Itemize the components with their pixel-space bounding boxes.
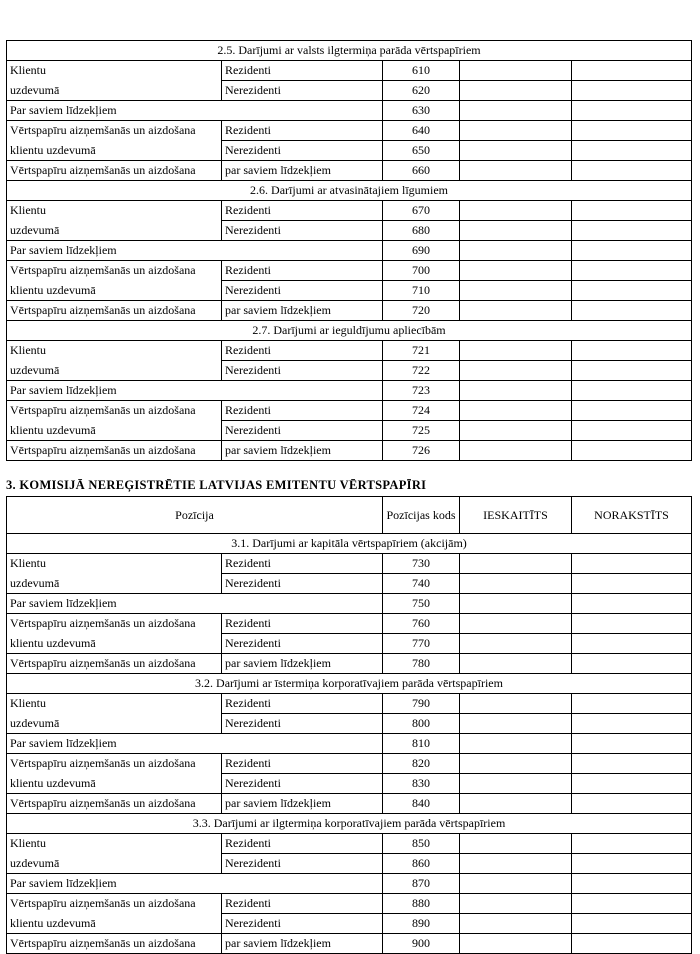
column-header-credited: IESKAITĪTS bbox=[460, 497, 572, 534]
table-row bbox=[7, 401, 692, 421]
table-row bbox=[7, 834, 692, 854]
position-sublabel: Nerezidenti bbox=[222, 774, 383, 794]
debited-cell-650[interactable] bbox=[572, 141, 692, 161]
debited-cell-830[interactable] bbox=[572, 774, 692, 794]
position-sublabel: par saviem līdzekļiem bbox=[222, 794, 383, 814]
position-label: Par saviem līdzekļiem bbox=[7, 734, 383, 754]
position-label: uzdevumā bbox=[7, 854, 222, 874]
position-label: Vērtspapīru aizņemšanās un aizdošana bbox=[7, 261, 222, 281]
debited-cell-726[interactable] bbox=[572, 441, 692, 461]
section-title-row bbox=[7, 674, 692, 694]
position-code: 880 bbox=[383, 894, 460, 914]
debited-cell-710[interactable] bbox=[572, 281, 692, 301]
position-label: Par saviem līdzekļiem bbox=[7, 101, 383, 121]
table-row bbox=[7, 934, 692, 954]
position-label: Vērtspapīru aizņemšanās un aizdošana bbox=[7, 794, 222, 814]
position-code: 724 bbox=[383, 401, 460, 421]
position-label: Vērtspapīru aizņemšanās un aizdošana bbox=[7, 614, 222, 634]
credited-cell-870[interactable] bbox=[460, 874, 572, 894]
table-row bbox=[7, 261, 692, 281]
debited-cell-630[interactable] bbox=[572, 101, 692, 121]
position-sublabel: Nerezidenti bbox=[222, 574, 383, 594]
debited-cell-722[interactable] bbox=[572, 361, 692, 381]
position-label: klientu uzdevumā bbox=[7, 774, 222, 794]
position-code: 700 bbox=[383, 261, 460, 281]
credited-cell-760[interactable] bbox=[460, 614, 572, 634]
table-row bbox=[7, 81, 692, 101]
section-title: 3.1. Darījumi ar kapitāla vērtspapīriem (akcijām) bbox=[7, 534, 692, 554]
position-sublabel: Nerezidenti bbox=[222, 914, 383, 934]
debited-cell-790[interactable] bbox=[572, 694, 692, 714]
credited-cell-830[interactable] bbox=[460, 774, 572, 794]
credited-cell-700[interactable] bbox=[460, 261, 572, 281]
position-label: Vērtspapīru aizņemšanās un aizdošana bbox=[7, 654, 222, 674]
credited-cell-890[interactable] bbox=[460, 914, 572, 934]
credited-cell-610[interactable] bbox=[460, 61, 572, 81]
table-row bbox=[7, 634, 692, 654]
credited-cell-620[interactable] bbox=[460, 81, 572, 101]
table-row bbox=[7, 61, 692, 81]
securities-table-section-2 bbox=[6, 40, 692, 461]
position-sublabel: Rezidenti bbox=[222, 121, 383, 141]
position-code: 722 bbox=[383, 361, 460, 381]
credited-cell-720[interactable] bbox=[460, 301, 572, 321]
table-row bbox=[7, 594, 692, 614]
debited-cell-870[interactable] bbox=[572, 874, 692, 894]
position-code: 890 bbox=[383, 914, 460, 934]
position-label: Klientu bbox=[7, 694, 222, 714]
credited-cell-820[interactable] bbox=[460, 754, 572, 774]
position-label: Klientu bbox=[7, 61, 222, 81]
credited-cell-840[interactable] bbox=[460, 794, 572, 814]
credited-cell-900[interactable] bbox=[460, 934, 572, 954]
position-code: 690 bbox=[383, 241, 460, 261]
table-row bbox=[7, 894, 692, 914]
position-code: 730 bbox=[383, 554, 460, 574]
section-3-title: 3. KOMISIJĀ NEREĢISTRĒTIE LATVIJAS EMITENTU VĒRTSPAPĪRI bbox=[6, 478, 427, 492]
debited-cell-770[interactable] bbox=[572, 634, 692, 654]
position-label: Klientu bbox=[7, 201, 222, 221]
position-sublabel: Nerezidenti bbox=[222, 361, 383, 381]
position-label: Klientu bbox=[7, 341, 222, 361]
table-row bbox=[7, 421, 692, 441]
position-label: Klientu bbox=[7, 554, 222, 574]
debited-cell-725[interactable] bbox=[572, 421, 692, 441]
position-label: uzdevumā bbox=[7, 361, 222, 381]
position-label: Vērtspapīru aizņemšanās un aizdošana bbox=[7, 401, 222, 421]
table-row bbox=[7, 341, 692, 361]
debited-cell-724[interactable] bbox=[572, 401, 692, 421]
debited-cell-700[interactable] bbox=[572, 261, 692, 281]
credited-cell-721[interactable] bbox=[460, 341, 572, 361]
credited-cell-790[interactable] bbox=[460, 694, 572, 714]
position-sublabel: Nerezidenti bbox=[222, 634, 383, 654]
section-title: 2.5. Darījumi ar valsts ilgtermiņa parāda vērtspapīriem bbox=[7, 41, 692, 61]
credited-cell-680[interactable] bbox=[460, 221, 572, 241]
debited-cell-850[interactable] bbox=[572, 834, 692, 854]
section-title-row bbox=[7, 814, 692, 834]
position-label: Vērtspapīru aizņemšanās un aizdošana bbox=[7, 441, 222, 461]
table-row bbox=[7, 301, 692, 321]
table-row bbox=[7, 854, 692, 874]
column-header-debited: NORAKSTĪTS bbox=[572, 497, 692, 534]
position-label: Vērtspapīru aizņemšanās un aizdošana bbox=[7, 894, 222, 914]
position-code: 723 bbox=[383, 381, 460, 401]
table-row bbox=[7, 734, 692, 754]
credited-cell-810[interactable] bbox=[460, 734, 572, 754]
table-row bbox=[7, 574, 692, 594]
debited-cell-721[interactable] bbox=[572, 341, 692, 361]
credited-cell-724[interactable] bbox=[460, 401, 572, 421]
position-sublabel: par saviem līdzekļiem bbox=[222, 654, 383, 674]
position-label: Par saviem līdzekļiem bbox=[7, 594, 383, 614]
position-sublabel: Rezidenti bbox=[222, 894, 383, 914]
position-label: uzdevumā bbox=[7, 574, 222, 594]
position-sublabel: Rezidenti bbox=[222, 694, 383, 714]
position-code: 710 bbox=[383, 281, 460, 301]
table-row bbox=[7, 441, 692, 461]
position-code: 721 bbox=[383, 341, 460, 361]
table-row bbox=[7, 554, 692, 574]
debited-cell-900[interactable] bbox=[572, 934, 692, 954]
position-sublabel: Nerezidenti bbox=[222, 221, 383, 241]
position-label: Par saviem līdzekļiem bbox=[7, 381, 383, 401]
position-code: 670 bbox=[383, 201, 460, 221]
position-code: 770 bbox=[383, 634, 460, 654]
column-header-row bbox=[7, 497, 692, 534]
position-code: 830 bbox=[383, 774, 460, 794]
position-label: Vērtspapīru aizņemšanās un aizdošana bbox=[7, 754, 222, 774]
debited-cell-760[interactable] bbox=[572, 614, 692, 634]
section-title-row bbox=[7, 534, 692, 554]
credited-cell-690[interactable] bbox=[460, 241, 572, 261]
position-label: Par saviem līdzekļiem bbox=[7, 241, 383, 261]
table-row bbox=[7, 694, 692, 714]
table-row bbox=[7, 161, 692, 181]
position-label: Par saviem līdzekļiem bbox=[7, 874, 383, 894]
position-sublabel: Nerezidenti bbox=[222, 421, 383, 441]
position-code: 660 bbox=[383, 161, 460, 181]
table-row bbox=[7, 914, 692, 934]
table-row bbox=[7, 241, 692, 261]
position-code: 720 bbox=[383, 301, 460, 321]
position-code: 860 bbox=[383, 854, 460, 874]
credited-cell-630[interactable] bbox=[460, 101, 572, 121]
table-row bbox=[7, 121, 692, 141]
section-title: 3.3. Darījumi ar ilgtermiņa korporatīvajiem parāda vērtspapīriem bbox=[7, 814, 692, 834]
position-code: 740 bbox=[383, 574, 460, 594]
position-code: 810 bbox=[383, 734, 460, 754]
position-label: Vērtspapīru aizņemšanās un aizdošana bbox=[7, 121, 222, 141]
section-title-row bbox=[7, 321, 692, 341]
position-label: Vērtspapīru aizņemšanās un aizdošana bbox=[7, 301, 222, 321]
position-code: 726 bbox=[383, 441, 460, 461]
position-code: 680 bbox=[383, 221, 460, 241]
position-sublabel: Nerezidenti bbox=[222, 281, 383, 301]
securities-table-section-3 bbox=[6, 496, 692, 954]
position-sublabel: par saviem līdzekļiem bbox=[222, 934, 383, 954]
debited-cell-800[interactable] bbox=[572, 714, 692, 734]
table-row bbox=[7, 281, 692, 301]
position-code: 725 bbox=[383, 421, 460, 441]
position-code: 610 bbox=[383, 61, 460, 81]
position-sublabel: Rezidenti bbox=[222, 754, 383, 774]
debited-cell-780[interactable] bbox=[572, 654, 692, 674]
position-code: 640 bbox=[383, 121, 460, 141]
credited-cell-730[interactable] bbox=[460, 554, 572, 574]
section-title: 2.7. Darījumi ar ieguldījumu apliecībām bbox=[7, 321, 692, 341]
position-code: 820 bbox=[383, 754, 460, 774]
credited-cell-726[interactable] bbox=[460, 441, 572, 461]
position-sublabel: Rezidenti bbox=[222, 261, 383, 281]
position-label: Vērtspapīru aizņemšanās un aizdošana bbox=[7, 161, 222, 181]
debited-cell-750[interactable] bbox=[572, 594, 692, 614]
debited-cell-723[interactable] bbox=[572, 381, 692, 401]
position-label: klientu uzdevumā bbox=[7, 141, 222, 161]
position-label: Vērtspapīru aizņemšanās un aizdošana bbox=[7, 934, 222, 954]
debited-cell-810[interactable] bbox=[572, 734, 692, 754]
position-sublabel: Nerezidenti bbox=[222, 81, 383, 101]
debited-cell-860[interactable] bbox=[572, 854, 692, 874]
position-code: 800 bbox=[383, 714, 460, 734]
credited-cell-725[interactable] bbox=[460, 421, 572, 441]
credited-cell-640[interactable] bbox=[460, 121, 572, 141]
position-sublabel: par saviem līdzekļiem bbox=[222, 301, 383, 321]
position-code: 850 bbox=[383, 834, 460, 854]
debited-cell-730[interactable] bbox=[572, 554, 692, 574]
position-label: uzdevumā bbox=[7, 714, 222, 734]
debited-cell-740[interactable] bbox=[572, 574, 692, 594]
credited-cell-670[interactable] bbox=[460, 201, 572, 221]
credited-cell-650[interactable] bbox=[460, 141, 572, 161]
position-label: klientu uzdevumā bbox=[7, 634, 222, 654]
position-code: 620 bbox=[383, 81, 460, 101]
table-row bbox=[7, 874, 692, 894]
position-sublabel: par saviem līdzekļiem bbox=[222, 161, 383, 181]
position-code: 760 bbox=[383, 614, 460, 634]
table-row bbox=[7, 101, 692, 121]
table-row bbox=[7, 714, 692, 734]
credited-cell-860[interactable] bbox=[460, 854, 572, 874]
credited-cell-780[interactable] bbox=[460, 654, 572, 674]
position-sublabel: Rezidenti bbox=[222, 341, 383, 361]
position-sublabel: Nerezidenti bbox=[222, 141, 383, 161]
position-code: 870 bbox=[383, 874, 460, 894]
credited-cell-710[interactable] bbox=[460, 281, 572, 301]
section-title: 2.6. Darījumi ar atvasinātajiem līgumiem bbox=[7, 181, 692, 201]
position-label: klientu uzdevumā bbox=[7, 281, 222, 301]
debited-cell-640[interactable] bbox=[572, 121, 692, 141]
position-code: 780 bbox=[383, 654, 460, 674]
position-label: klientu uzdevumā bbox=[7, 914, 222, 934]
table-row bbox=[7, 361, 692, 381]
section-title: 3.2. Darījumi ar īstermiņa korporatīvajiem parāda vērtspapīriem bbox=[7, 674, 692, 694]
position-code: 790 bbox=[383, 694, 460, 714]
table-row bbox=[7, 654, 692, 674]
debited-cell-890[interactable] bbox=[572, 914, 692, 934]
debited-cell-680[interactable] bbox=[572, 221, 692, 241]
position-label: uzdevumā bbox=[7, 221, 222, 241]
position-sublabel: Rezidenti bbox=[222, 401, 383, 421]
table-row bbox=[7, 201, 692, 221]
section-title-row bbox=[7, 181, 692, 201]
position-code: 840 bbox=[383, 794, 460, 814]
debited-cell-720[interactable] bbox=[572, 301, 692, 321]
credited-cell-800[interactable] bbox=[460, 714, 572, 734]
position-sublabel: Rezidenti bbox=[222, 614, 383, 634]
position-label: uzdevumā bbox=[7, 81, 222, 101]
credited-cell-770[interactable] bbox=[460, 634, 572, 654]
credited-cell-850[interactable] bbox=[460, 834, 572, 854]
position-label: klientu uzdevumā bbox=[7, 421, 222, 441]
position-sublabel: Nerezidenti bbox=[222, 714, 383, 734]
table-row bbox=[7, 141, 692, 161]
table-row bbox=[7, 221, 692, 241]
position-label: Klientu bbox=[7, 834, 222, 854]
table-row bbox=[7, 794, 692, 814]
debited-cell-660[interactable] bbox=[572, 161, 692, 181]
credited-cell-722[interactable] bbox=[460, 361, 572, 381]
position-sublabel: Nerezidenti bbox=[222, 854, 383, 874]
credited-cell-880[interactable] bbox=[460, 894, 572, 914]
debited-cell-620[interactable] bbox=[572, 81, 692, 101]
position-code: 630 bbox=[383, 101, 460, 121]
debited-cell-880[interactable] bbox=[572, 894, 692, 914]
table-row bbox=[7, 754, 692, 774]
position-sublabel: Rezidenti bbox=[222, 61, 383, 81]
table-row bbox=[7, 774, 692, 794]
column-header-position: Pozīcija bbox=[7, 497, 383, 534]
position-sublabel: par saviem līdzekļiem bbox=[222, 441, 383, 461]
debited-cell-840[interactable] bbox=[572, 794, 692, 814]
position-code: 900 bbox=[383, 934, 460, 954]
debited-cell-690[interactable] bbox=[572, 241, 692, 261]
debited-cell-820[interactable] bbox=[572, 754, 692, 774]
position-sublabel: Rezidenti bbox=[222, 554, 383, 574]
credited-cell-723[interactable] bbox=[460, 381, 572, 401]
debited-cell-610[interactable] bbox=[572, 61, 692, 81]
column-header-code: Pozīcijas kods bbox=[383, 497, 460, 534]
debited-cell-670[interactable] bbox=[572, 201, 692, 221]
position-sublabel: Rezidenti bbox=[222, 201, 383, 221]
table-row bbox=[7, 381, 692, 401]
table-row bbox=[7, 614, 692, 634]
position-code: 750 bbox=[383, 594, 460, 614]
credited-cell-660[interactable] bbox=[460, 161, 572, 181]
credited-cell-750[interactable] bbox=[460, 594, 572, 614]
credited-cell-740[interactable] bbox=[460, 574, 572, 594]
section-title-row bbox=[7, 41, 692, 61]
position-code: 650 bbox=[383, 141, 460, 161]
position-sublabel: Rezidenti bbox=[222, 834, 383, 854]
